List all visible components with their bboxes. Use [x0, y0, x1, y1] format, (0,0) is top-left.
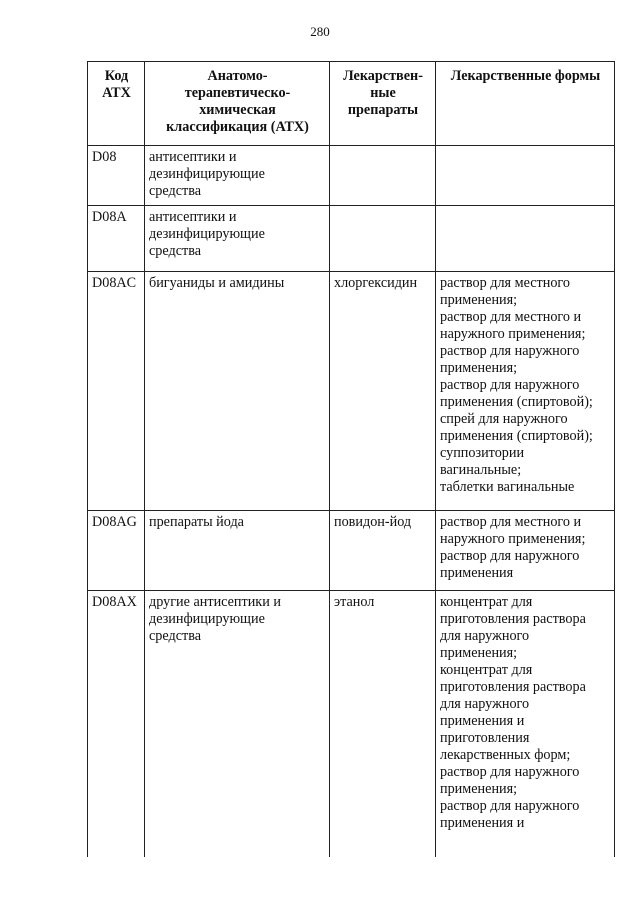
classification-cell: антисептики и дезинфицирующие средства [145, 206, 330, 272]
forms-cell: раствор для местного и наружного применения; раствор для наружного применения [436, 511, 615, 591]
table-row [88, 146, 615, 206]
drug-cell: повидон-йод [330, 511, 436, 591]
atx-code-cell: D08A [88, 206, 145, 272]
header-forms: Лекарственные формы [436, 62, 615, 146]
forms-cell [436, 206, 615, 272]
table-header-row [88, 62, 615, 146]
table-row [88, 206, 615, 272]
classification-cell: антисептики и дезинфицирующие средства [145, 146, 330, 206]
table-row [88, 591, 615, 858]
drug-cell [330, 206, 436, 272]
header-code: Код АТХ [88, 62, 145, 146]
table-row [88, 511, 615, 591]
atx-code-cell: D08 [88, 146, 145, 206]
table-row [88, 272, 615, 511]
drug-cell: хлоргексидин [330, 272, 436, 511]
header-drugs: Лекарствен- ные препараты [330, 62, 436, 146]
forms-cell: раствор для местного применения; раствор для местного и наружного применения; раствор для наружного применения; раствор для наружного применения (спиртовой); спрей для наружного применения (спиртовой); суппозитории вагинальные; таблетки вагинальные [436, 272, 615, 511]
forms-cell: концентрат для приготовления раствора для наружного применения; концентрат для приготовления раствора для наружного применения и приготовления лекарственных форм; раствор для наружного применения; раствор для наружного применения и [436, 591, 615, 858]
header-classification: Анатомо- терапевтическо- химическая классификация (АТХ) [145, 62, 330, 146]
atx-code-cell: D08AC [88, 272, 145, 511]
classification-cell: другие антисептики и дезинфицирующие средства [145, 591, 330, 858]
forms-cell [436, 146, 615, 206]
page-number: 280 [310, 24, 330, 39]
atx-code-cell: D08AX [88, 591, 145, 858]
classification-cell: препараты йода [145, 511, 330, 591]
drug-cell [330, 146, 436, 206]
atx-code-cell: D08AG [88, 511, 145, 591]
classification-cell: бигуаниды и амидины [145, 272, 330, 511]
drug-cell: этанол [330, 591, 436, 858]
atx-table [87, 61, 615, 857]
